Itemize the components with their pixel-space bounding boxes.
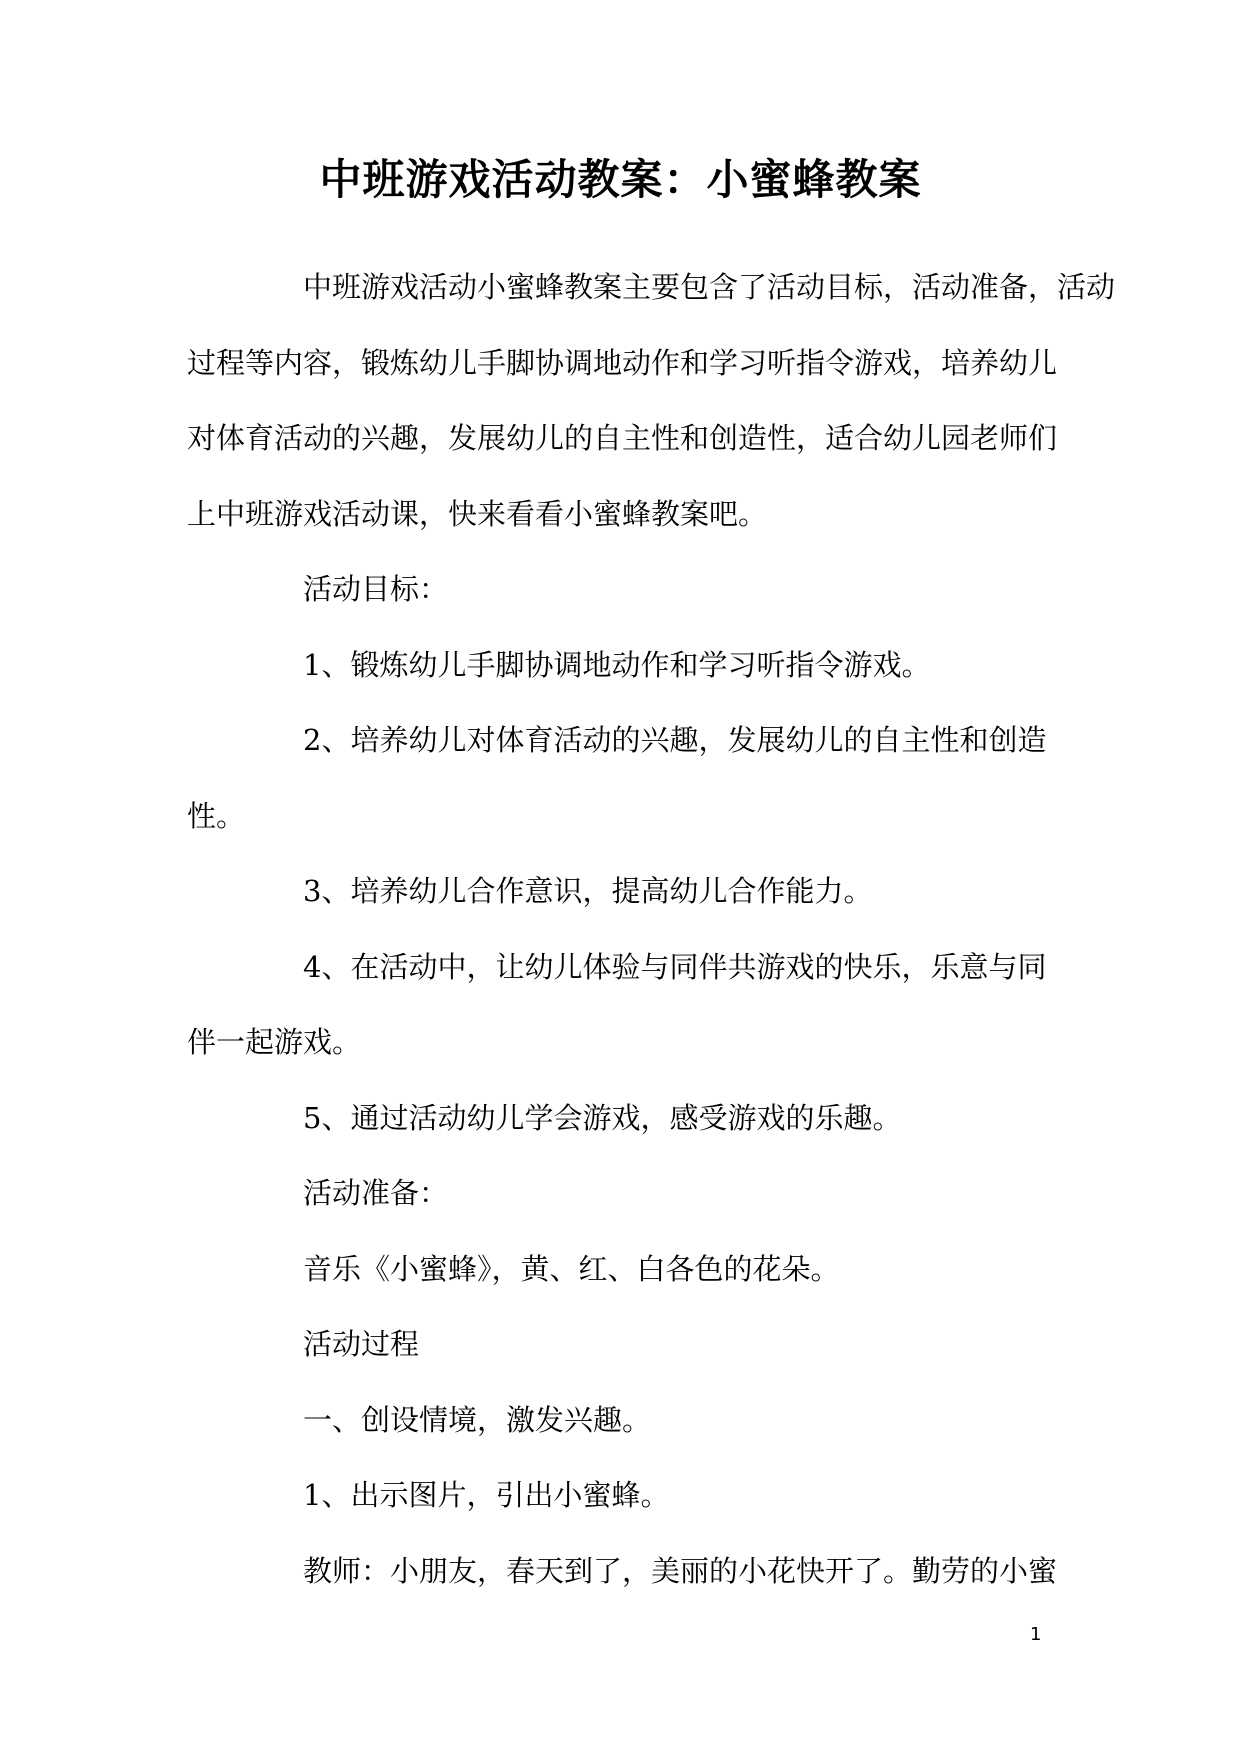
goals-heading: 活动目标： <box>303 572 449 606</box>
prep-heading: 活动准备： <box>303 1176 449 1210</box>
goal-4-line-2: 伴一起游戏。 <box>187 1025 362 1059</box>
goal-4-line-1: 4、在活动中，让幼儿体验与同伴共游戏的快乐，乐意与同 <box>303 949 1047 984</box>
goal-5: 5、通过活动幼儿学会游戏，感受游戏的乐趣。 <box>303 1100 902 1135</box>
goal-2-line-1: 2、培养幼儿对体育活动的兴趣，发展幼儿的自主性和创造 <box>303 723 1047 757</box>
intro-line-1: 中班游戏活动小蜜蜂教案主要包含了活动目标，活动准备，活动 <box>303 270 1116 304</box>
process-heading: 活动过程 <box>303 1327 420 1361</box>
section-1-heading: 一、创设情境，激发兴趣。 <box>303 1402 652 1437</box>
intro-line-2: 过程等内容，锻炼幼儿手脚协调地动作和学习听指令游戏，培养幼儿 <box>187 345 1058 380</box>
intro-line-3: 对体育活动的兴趣，发展幼儿的自主性和创造性，适合幼儿园老师们 <box>187 421 1058 455</box>
step-1: 1、出示图片，引出小蜜蜂。 <box>303 1478 670 1512</box>
goal-2-line-2: 性。 <box>187 798 246 833</box>
teacher-line: 教师：小朋友，春天到了，美丽的小花快开了。勤劳的小蜜 <box>303 1553 1058 1588</box>
document-body <box>187 250 1116 1609</box>
intro-line-4: 上中班游戏活动课，快来看看小蜜蜂教案吧。 <box>187 496 768 531</box>
document-title: 中班游戏活动教案：小蜜蜂教案 <box>319 155 922 204</box>
goal-1: 1、锻炼幼儿手脚协调地动作和学习听指令游戏。 <box>303 647 931 682</box>
goal-3: 3、培养幼儿合作意识，提高幼儿合作能力。 <box>303 874 873 908</box>
page-number: 1 <box>1030 1624 1042 1645</box>
prep-text: 音乐《小蜜蜂》，黄、红、白各色的花朵。 <box>303 1251 840 1286</box>
